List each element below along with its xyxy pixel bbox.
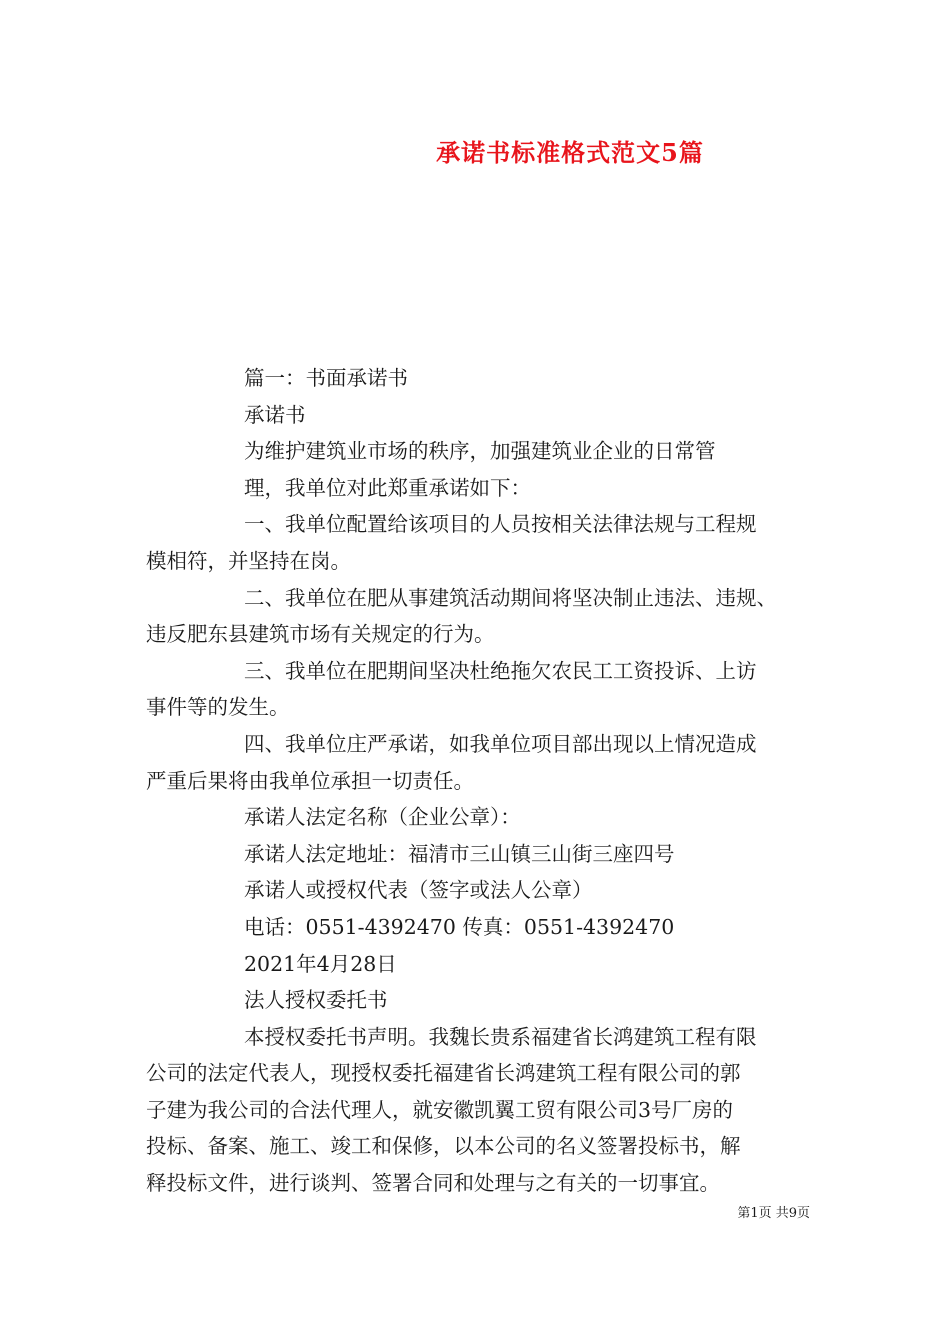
paragraph-line: 四、我单位庄严承诺，如我单位项目部出现以上情况造成 [244,731,757,756]
paragraph-line: 严重后果将由我单位承担一切责任。 [146,768,474,793]
paragraph-line: 承诺人法定名称（企业公章）： [244,805,521,830]
document-title: 承诺书标准格式范文5篇 [436,138,704,167]
paragraph-line: 三、我单位在肥期间坚决杜绝拖欠农民工工资投诉、上访 [244,658,757,683]
paragraph-line: 投标、备案、施工、竣工和保修，以本公司的名义签署投标书，解 [146,1134,741,1159]
paragraph-line: 篇一：书面承诺书 [244,366,408,390]
paragraph-line: 违反肥东县建筑市场有关规定的行为。 [146,622,495,647]
document-body [146,360,811,1202]
paragraph-line: 承诺人或授权代表（签字或法人公章） [244,878,593,903]
paragraph-line: 子建为我公司的合法代理人，就安徽凯翼工贸有限公司3号厂房的 [146,1097,734,1122]
paragraph-line: 模相符，并坚持在岗。 [146,548,351,573]
paragraph-line: 公司的法定代表人，现授权委托福建省长鸿建筑工程有限公司的郭 [146,1061,741,1086]
paragraph-line: 本授权委托书声明。我魏长贵系福建省长鸿建筑工程有限 [244,1024,757,1049]
paragraph-line: 一、我单位配置给该项目的人员按相关法律法规与工程规 [244,512,757,537]
paragraph-line: 二、我单位在肥从事建筑活动期间将坚决制止违法、违规、 [244,585,777,610]
paragraph-line: 电话：0551-4392470 传真：0551-4392470 [244,914,675,939]
paragraph-line: 理，我单位对此郑重承诺如下： [244,475,531,500]
paragraph-line: 事件等的发生。 [146,695,290,720]
paragraph-line: 释投标文件，进行谈判、签署合同和处理与之有关的一切事宜。 [146,1171,720,1196]
paragraph-line: 承诺人法定地址：福清市三山镇三山街三座四号 [244,841,675,866]
paragraph-line: 法人授权委托书 [244,988,388,1013]
paragraph-line: 2021年4月28日 [244,951,397,976]
paragraph-line: 为维护建筑业市场的秩序，加强建筑业企业的日常管 [244,439,716,464]
paragraph-line: 承诺书 [244,402,306,427]
page-footer: 第1页 共9页 [737,1206,810,1221]
